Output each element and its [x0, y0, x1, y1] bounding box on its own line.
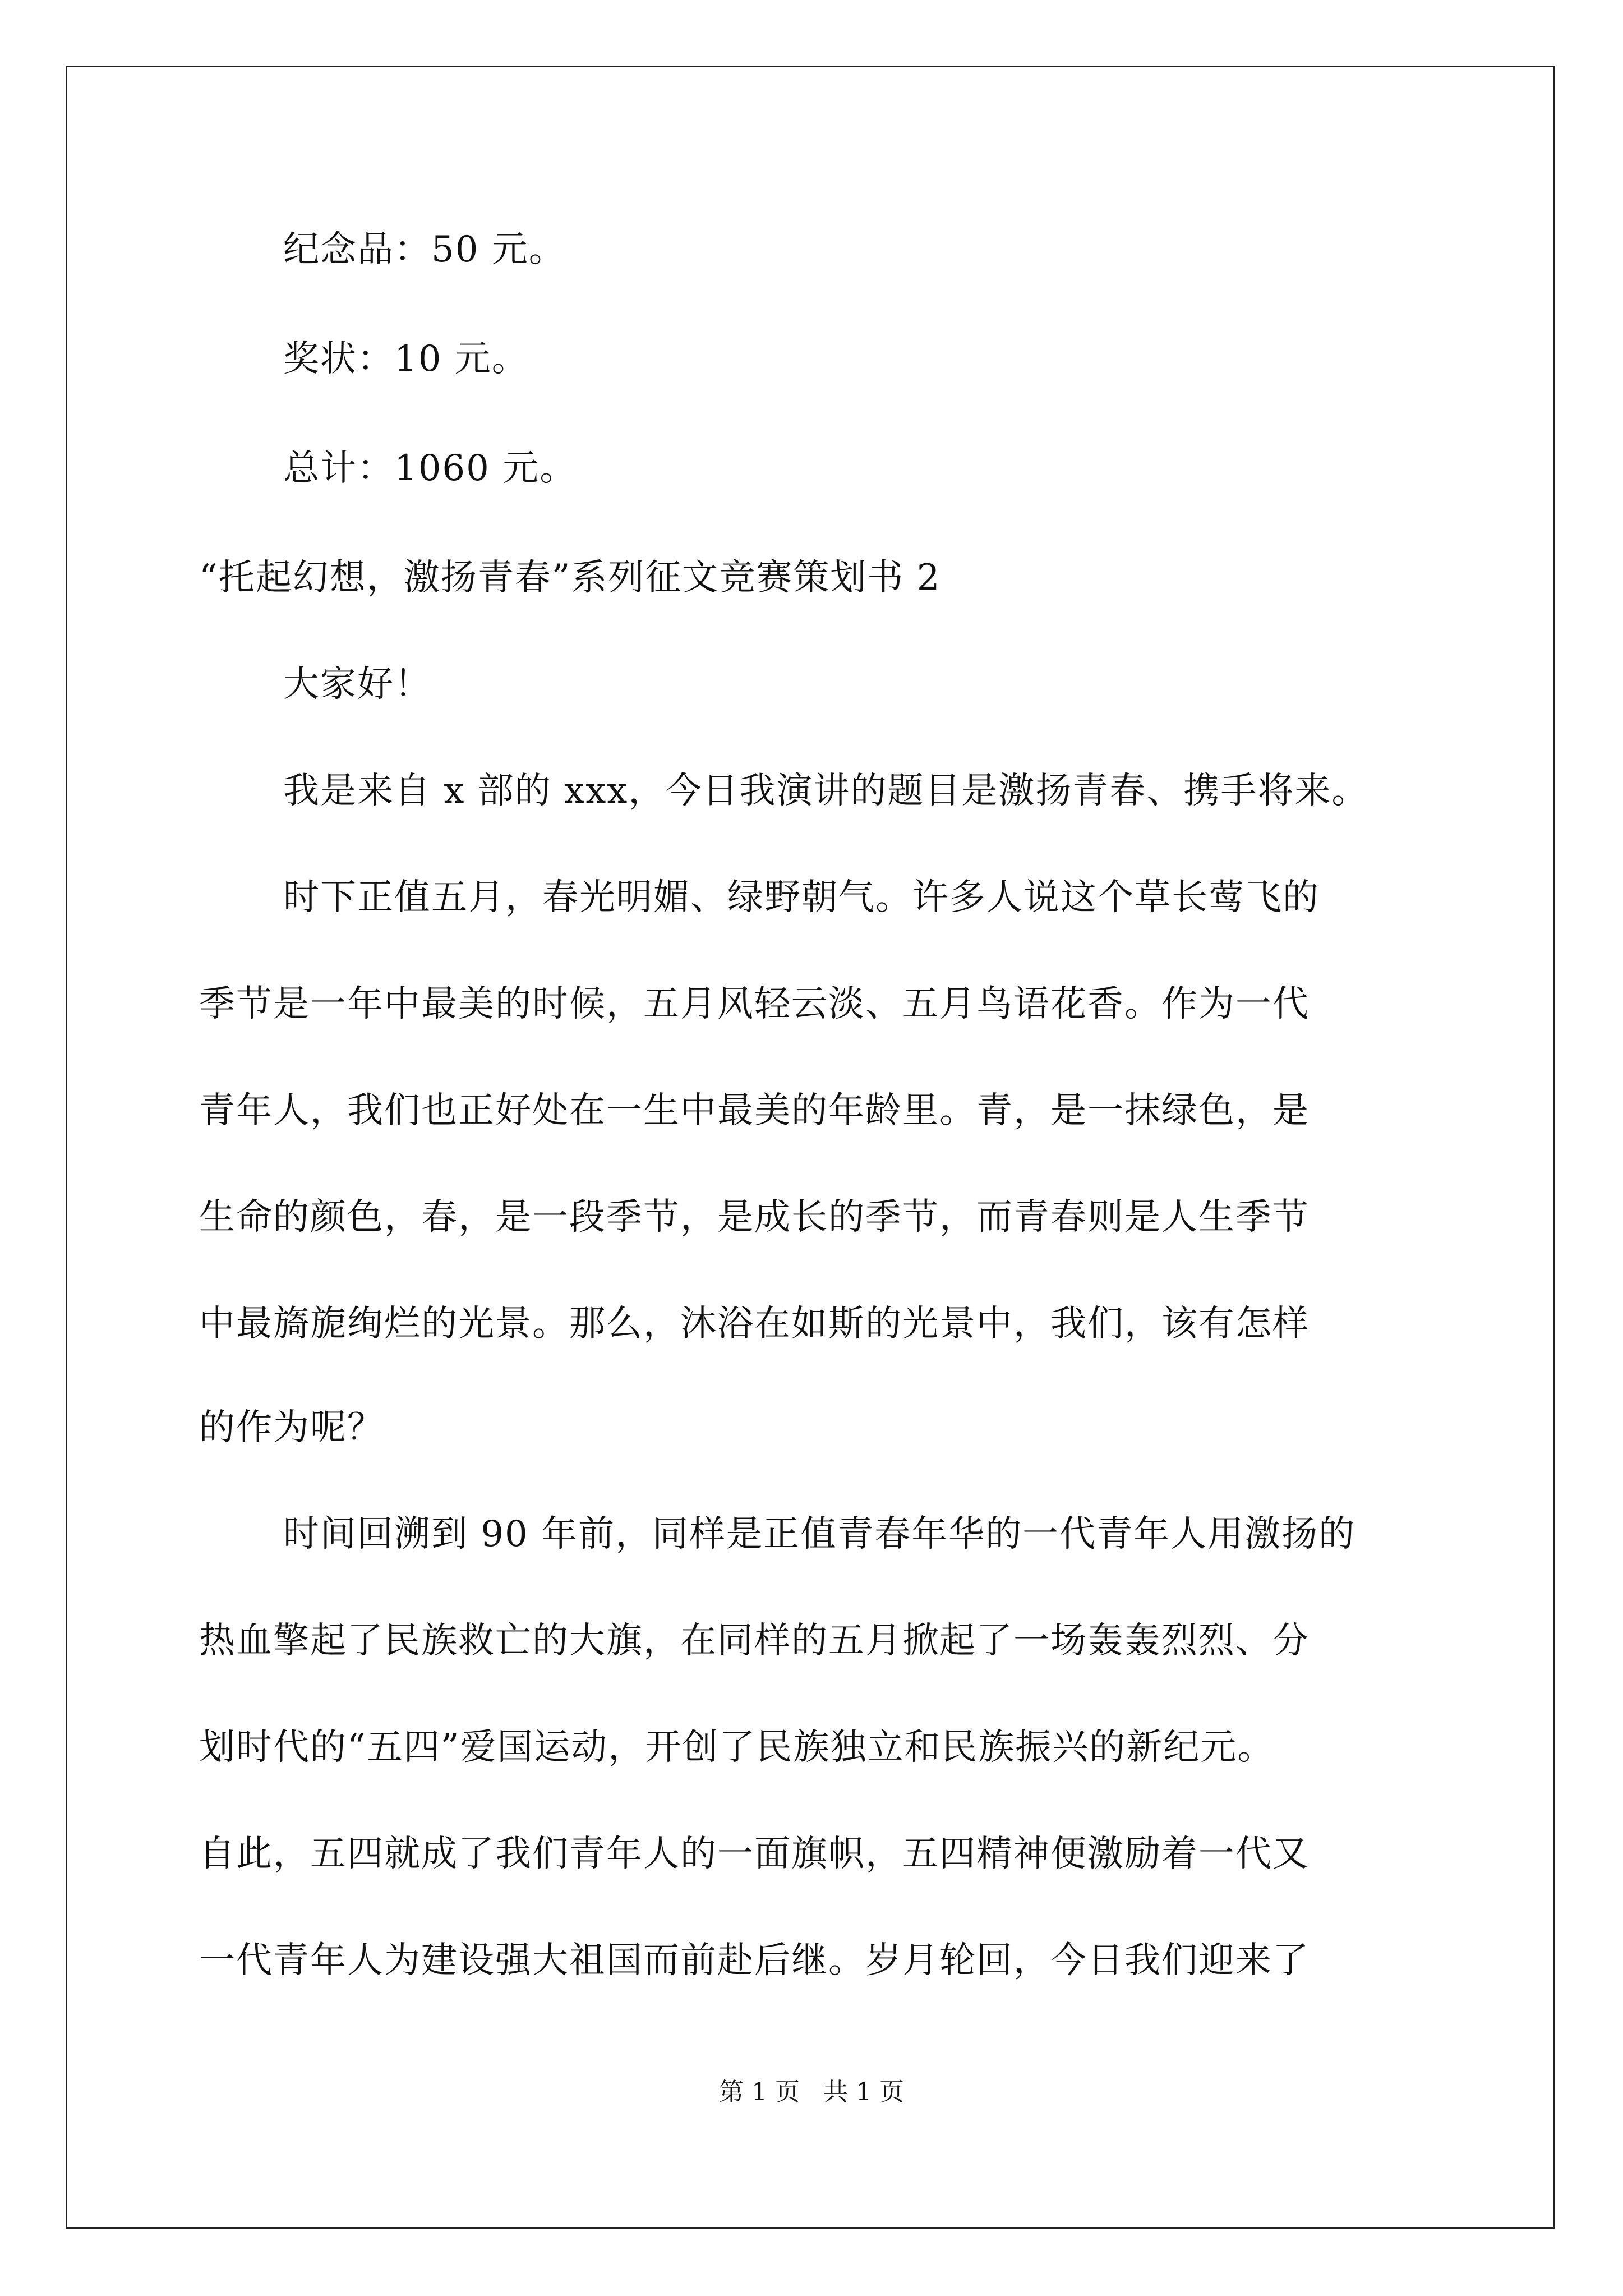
text-line: 中最旖旎绚烂的光景。那么，沐浴在如斯的光景中，我们，该有怎样 [199, 1303, 1310, 1345]
section-title: “托起幻想，激扬青春”系列征文竞赛策划书 2 [199, 557, 941, 599]
text-line: 生命的颜色，春，是一段季节，是成长的季节，而青春则是人生季节 [199, 1197, 1310, 1238]
text-line: 大家好！ [283, 664, 431, 705]
text-line: 纪念品：50 元。 [283, 229, 566, 270]
text-line: 自此，五四就成了我们青年人的一面旗帜，五四精神便激励着一代又 [199, 1833, 1310, 1875]
text-line: 热血擎起了民族救亡的大旗，在同样的五月掀起了一场轰轰烈烈、分 [199, 1620, 1310, 1662]
text-line: 时下正值五月，春光明媚、绿野朝气。许多人说这个草长莺飞的 [283, 877, 1320, 918]
page-footer: 第 1 页 共 1 页 [719, 2078, 904, 2106]
text-line: 一代青年人为建设强大祖国而前赴后继。岁月轮回，今日我们迎来了 [199, 1940, 1310, 1981]
text-line: 我是来自 x 部的 xxx，今日我演讲的题目是激扬青春、携手将来。 [283, 770, 1369, 812]
text-line: 划时代的“五四”爱国运动，开创了民族独立和民族振兴的新纪元。 [199, 1727, 1275, 1768]
text-line: 青年人，我们也正好处在一生中最美的年龄里。青，是一抹绿色，是 [199, 1090, 1310, 1131]
text-line: 季节是一年中最美的时候，五月风轻云淡、五月鸟语花香。作为一代 [199, 983, 1310, 1025]
text-line: 时间回溯到 90 年前，同样是正值青春年华的一代青年人用激扬的 [283, 1513, 1356, 1555]
page-border [66, 66, 1555, 2229]
text-line: 的作为呢？ [199, 1407, 384, 1448]
text-line: 奖状：10 元。 [283, 338, 529, 380]
text-line: 总计：1060 元。 [283, 448, 577, 489]
